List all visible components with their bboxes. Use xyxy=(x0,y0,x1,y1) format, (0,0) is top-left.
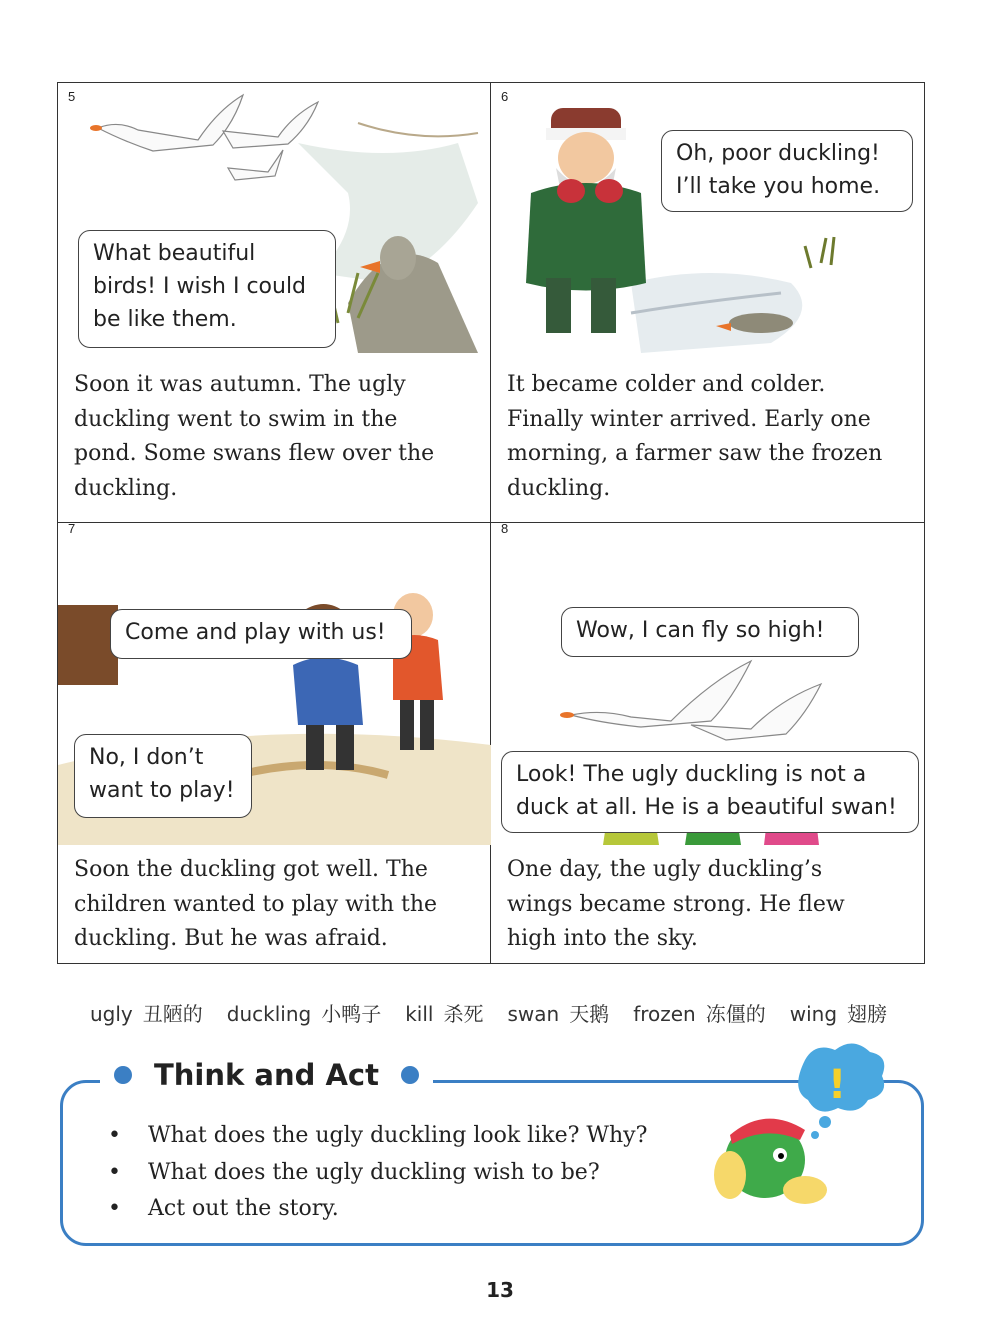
story-line: children wanted to play with the xyxy=(74,891,438,917)
think-and-act-title: Think and Act xyxy=(154,1058,379,1092)
vocab-item: swan 天鹅 xyxy=(507,1002,610,1026)
vocab-item: kill 杀死 xyxy=(405,1002,484,1026)
story-text xyxy=(507,853,845,957)
bullet-dot-icon xyxy=(114,1066,132,1084)
speech-bubble-duckling: No, I don’t want to play! xyxy=(74,734,252,818)
mascot-thinking-icon xyxy=(700,1040,890,1210)
speech-bubble-children: Look! The ugly duckling is not a duck at all. He is a beautiful swan! xyxy=(501,751,919,833)
story-line: duckling. xyxy=(74,475,178,501)
story-line: duckling. But he was afraid. xyxy=(74,926,388,951)
story-line: duckling went to swim in the xyxy=(74,406,398,432)
think-and-act-header xyxy=(100,1058,433,1092)
panel-6 xyxy=(491,83,924,523)
vocabulary-list xyxy=(90,998,887,1027)
question-item: • What does the ugly duckling look like? Why? xyxy=(104,1118,647,1155)
story-line: wings became strong. He flew xyxy=(507,891,845,917)
story-text xyxy=(74,853,437,957)
bullet-dot-icon xyxy=(401,1066,419,1084)
vocab-item: wing 翅膀 xyxy=(789,1002,888,1026)
story-line: Soon it was autumn. The ugly xyxy=(74,372,406,397)
panel-7 xyxy=(58,515,491,963)
speech-bubble-duckling: Wow, I can fly so high! xyxy=(561,607,859,657)
question-item: • Act out the story. xyxy=(104,1191,647,1228)
vocab-item: ugly 丑陋的 xyxy=(90,1002,203,1026)
farmer-frozen-duckling-illustration xyxy=(491,83,924,363)
comic-grid xyxy=(57,82,925,964)
story-line: One day, the ugly duckling’s xyxy=(507,857,823,882)
vocab-item: duckling 小鸭子 xyxy=(226,1002,382,1026)
panel-5 xyxy=(58,83,491,523)
question-list xyxy=(104,1118,647,1228)
svg-text:!: ! xyxy=(828,1062,847,1108)
story-line: It became colder and colder. xyxy=(507,372,826,397)
story-line: pond. Some swans flew over the xyxy=(74,441,435,466)
story-line: duckling. xyxy=(507,475,611,501)
speech-bubble: Come and play with us! xyxy=(110,609,412,659)
panel-number: 6 xyxy=(501,89,509,104)
speech-bubble: What beautiful birds! I wish I could be like them. xyxy=(78,230,336,348)
vocab-item: frozen 冻僵的 xyxy=(633,1002,766,1026)
question-item: • What does the ugly duckling wish to be? xyxy=(104,1155,647,1192)
page-number: 13 xyxy=(486,1278,514,1302)
story-line: Soon the duckling got well. The xyxy=(74,857,428,882)
panel-8 xyxy=(491,515,924,963)
story-line: Finally winter arrived. Early one xyxy=(507,406,871,432)
panel-number: 8 xyxy=(501,521,509,536)
speech-bubble: Oh, poor duckling! I’ll take you home. xyxy=(661,130,913,212)
story-line: high into the sky. xyxy=(507,926,698,951)
panel-number: 7 xyxy=(68,521,76,536)
story-line: morning, a farmer saw the frozen xyxy=(507,441,883,466)
story-text xyxy=(507,368,882,506)
panel-number: 5 xyxy=(68,89,76,104)
story-text xyxy=(74,368,434,506)
